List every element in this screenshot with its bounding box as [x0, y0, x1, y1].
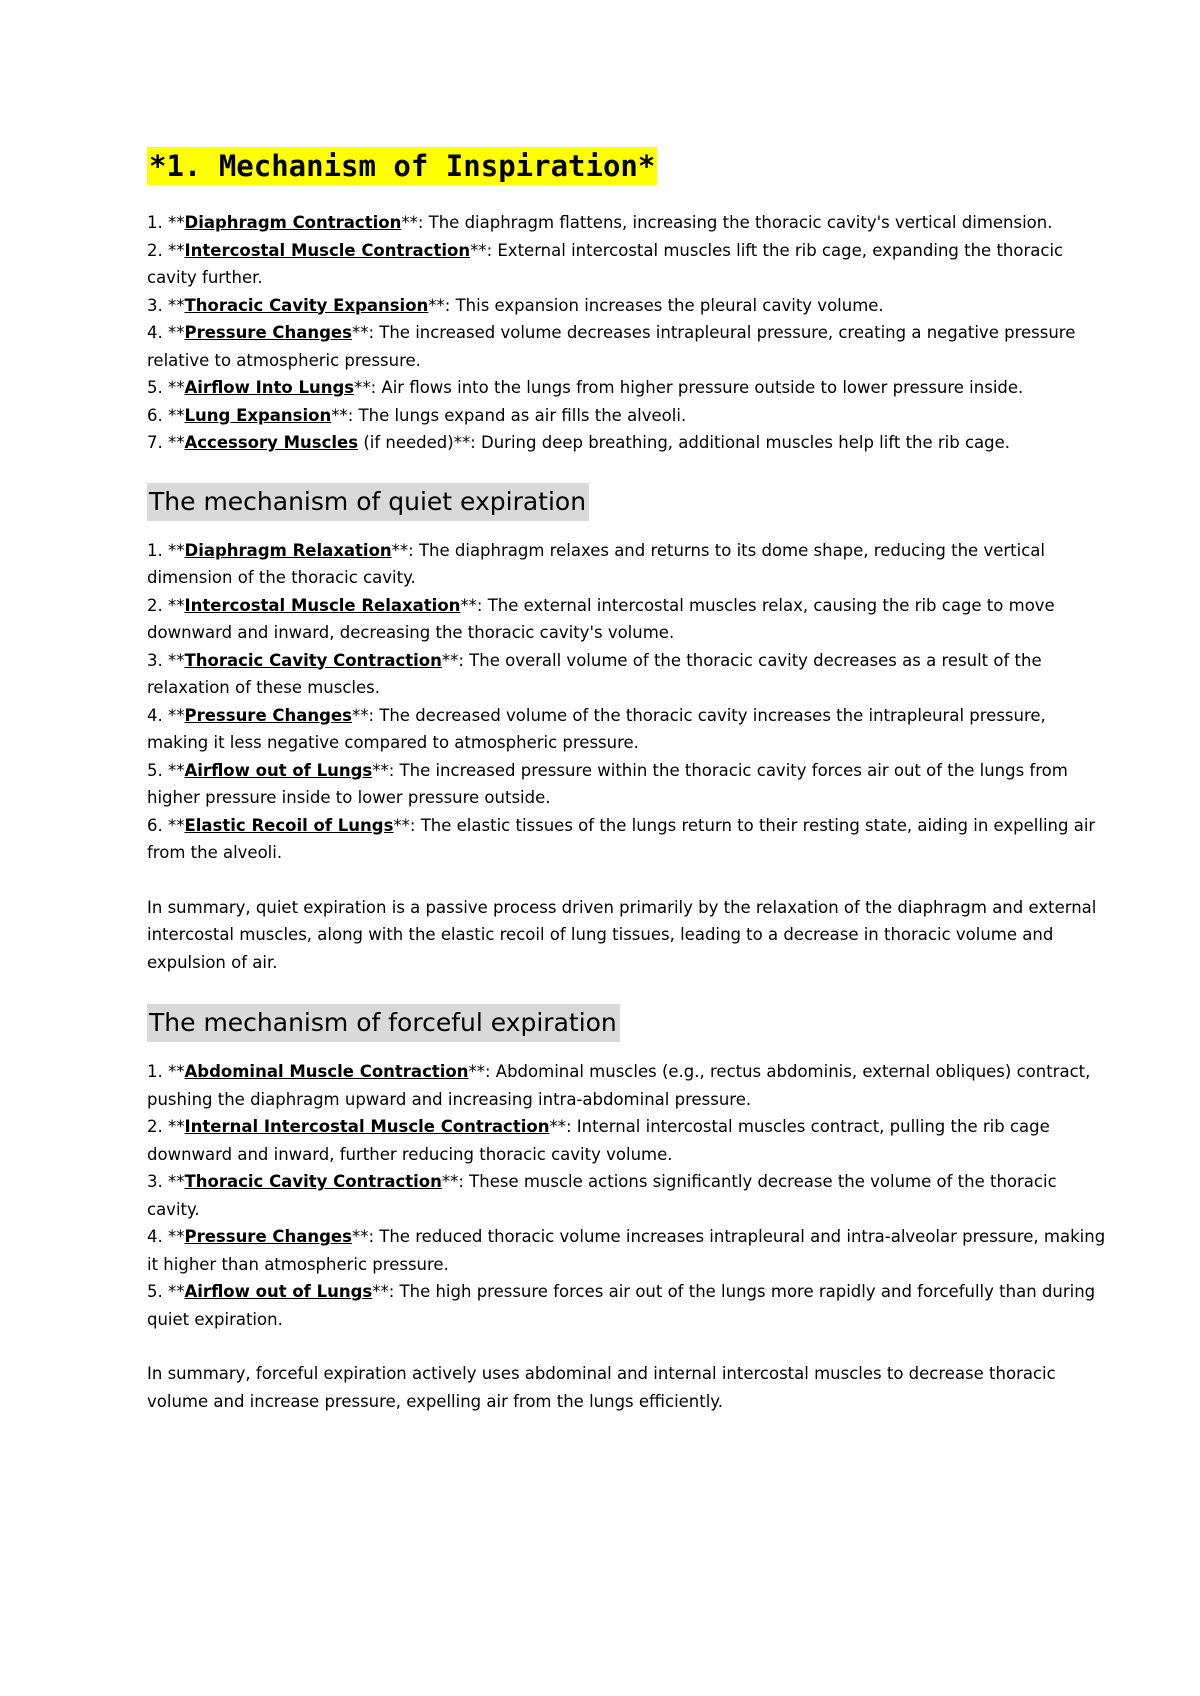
list-item-term: Airflow out of Lungs: [184, 760, 373, 780]
list-item: [147, 374, 1110, 402]
list-item-term: Diaphragm Relaxation: [184, 540, 392, 560]
list-item-term: Pressure Changes: [184, 323, 352, 342]
list-item-prefix: 3. **: [147, 1172, 185, 1191]
list-item-prefix: 6. **: [147, 405, 185, 425]
forceful-expiration-heading: The mechanism of forceful expiration: [147, 1004, 620, 1042]
quiet-expiration-list: [147, 537, 1110, 867]
list-item-suffix: **: [468, 1062, 485, 1081]
list-item-prefix: 2. **: [147, 240, 185, 260]
list-item-suffix: **: [351, 705, 369, 725]
list-item: [147, 1113, 1110, 1168]
list-item-term: Internal Intercostal Muscle Contraction: [184, 1117, 550, 1136]
list-item: [147, 209, 1110, 237]
list-item: [147, 292, 1110, 320]
list-item: [147, 812, 1110, 867]
list-item-suffix: **: [354, 378, 371, 397]
list-item-text: : The diaphragm relaxes and returns to its dome shape, reducing the vertical dimension of the thoracic cavity.: [147, 540, 1045, 587]
list-item-term: Airflow Into Lungs: [184, 378, 355, 397]
list-item-text: : External intercostal muscles lift the rib cage, expanding the thoracic cavity further.: [147, 240, 1064, 287]
list-item-prefix: 5. **: [147, 760, 185, 780]
list-item-prefix: 3. **: [147, 295, 185, 315]
list-item-prefix: 5. **: [147, 378, 185, 397]
list-item-text: : This expansion increases the pleural cavity volume.: [444, 295, 884, 315]
list-item-text: : The diaphragm flattens, increasing the thoracic cavity's vertical dimension.: [417, 213, 1053, 232]
list-item-term: Pressure Changes: [184, 705, 352, 725]
list-item: [147, 237, 1110, 292]
list-item-suffix: **: [441, 650, 459, 670]
list-item-term: Intercostal Muscle Relaxation: [184, 595, 461, 615]
list-item-prefix: 1. **: [147, 213, 185, 232]
list-item: [147, 1168, 1110, 1223]
list-item-suffix: **: [331, 405, 348, 425]
list-item-term: Airflow out of Lungs: [184, 1282, 373, 1301]
list-item-term: Thoracic Cavity Expansion: [184, 295, 429, 315]
list-item-term: Diaphragm Contraction: [184, 213, 402, 232]
list-item-text: : Abdominal muscles (e.g., rectus abdominis, external obliques) contract, pushing the diaphragm upward and increasing intra-abdominal pressure.: [147, 1062, 1091, 1109]
list-item: [147, 1278, 1110, 1333]
list-item-prefix: 1. **: [147, 540, 185, 560]
forceful-expiration-list: [147, 1058, 1110, 1333]
list-item-term: Intercostal Muscle Contraction: [184, 240, 471, 260]
list-item: [147, 402, 1110, 430]
list-item-text: : The reduced thoracic volume increases intrapleural and intra-alveolar pressure, making it higher than atmospheric pressure.: [147, 1227, 1106, 1274]
list-item-prefix: 4. **: [147, 1227, 185, 1246]
list-item-text: : The external intercostal muscles relax, causing the rib cage to move downward and inward, decreasing the thoracic cavity's volume.: [147, 595, 1055, 642]
quiet-expiration-heading: The mechanism of quiet expiration: [147, 483, 589, 521]
list-item: [147, 647, 1110, 702]
list-item-suffix: **: [460, 595, 477, 615]
list-item-term: Lung Expansion: [184, 405, 332, 425]
list-item-term: Abdominal Muscle Contraction: [184, 1062, 469, 1081]
list-item-prefix: 4. **: [147, 705, 185, 725]
list-item-text: : Internal intercostal muscles contract, pulling the rib cage downward and inward, further reducing thoracic cavity volume.: [147, 1117, 1050, 1164]
list-item-text: : The lungs expand as air fills the alveoli.: [347, 405, 687, 425]
list-item-term: Pressure Changes: [184, 1227, 352, 1246]
list-item-text: : These muscle actions significantly decrease the volume of the thoracic cavity.: [147, 1172, 1057, 1219]
list-item-suffix: **: [428, 295, 445, 315]
list-item-text: : Air flows into the lungs from higher pressure outside to lower pressure inside.: [370, 378, 1024, 397]
list-item: [147, 592, 1110, 647]
list-item-suffix: **: [393, 815, 410, 835]
list-item: [147, 1058, 1110, 1113]
list-item-prefix: 6. **: [147, 815, 185, 835]
list-item-suffix: **: [372, 760, 389, 780]
list-item-prefix: 3. **: [147, 650, 185, 670]
list-item-term: Accessory Muscles: [184, 433, 359, 452]
list-item-suffix: (if needed)**: [358, 433, 471, 452]
list-item-suffix: **: [549, 1117, 566, 1136]
inspiration-heading: *1. Mechanism of Inspiration*: [149, 149, 656, 183]
list-item: [147, 702, 1110, 757]
list-item-text: : The elastic tissues of the lungs return to their resting state, aiding in expelling air from the alveoli.: [147, 815, 1096, 862]
list-item-term: Thoracic Cavity Contraction: [184, 1172, 442, 1191]
list-item-term: Elastic Recoil of Lungs: [184, 815, 394, 835]
list-item-suffix: **: [470, 240, 487, 260]
quiet-expiration-section: [147, 483, 1110, 977]
list-item-text: : The increased pressure within the thoracic cavity forces air out of the lungs from higher pressure inside to lower pressure outside.: [147, 760, 1068, 807]
list-item-term: Thoracic Cavity Contraction: [184, 650, 442, 670]
list-item-prefix: 2. **: [147, 1117, 185, 1136]
list-item-text: : The decreased volume of the thoracic cavity increases the intrapleural pressure, making it less negative compared to atmospheric pressure.: [147, 705, 1046, 752]
list-item-suffix: **: [401, 213, 418, 232]
list-item-prefix: 4. **: [147, 323, 185, 342]
list-item-text: : The increased volume decreases intrapleural pressure, creating a negative pressure relative to atmospheric pressure.: [147, 323, 1076, 370]
list-item: [147, 757, 1110, 812]
list-item-text: : During deep breathing, additional muscles help lift the rib cage.: [470, 433, 1011, 452]
list-item-suffix: **: [391, 540, 409, 560]
quiet-expiration-summary: In summary, quiet expiration is a passive process driven primarily by the relaxation of the diaphragm and external intercostal muscles, along with the elastic recoil of lung tissues, leading to a decrease in thoracic volume and expulsion of air.: [147, 897, 1097, 972]
inspiration-list: [147, 209, 1110, 457]
inspiration-section: [147, 147, 1110, 457]
list-item-suffix: **: [441, 1172, 459, 1191]
list-item-text: : The high pressure forces air out of the lungs more rapidly and forcefully than during quiet expiration.: [147, 1282, 1096, 1329]
list-item: [147, 537, 1110, 592]
list-item-prefix: 1. **: [147, 1062, 185, 1081]
forceful-expiration-summary: In summary, forceful expiration actively uses abdominal and internal intercostal muscles to decrease thoracic volume and increase pressure, expelling air from the lungs efficiently.: [147, 1364, 1056, 1411]
list-item: [147, 429, 1110, 457]
list-item-suffix: **: [372, 1282, 389, 1301]
forceful-expiration-section: [147, 1004, 1110, 1415]
list-item-prefix: 7. **: [147, 433, 185, 452]
list-item-prefix: 2. **: [147, 595, 185, 615]
list-item-text: : The overall volume of the thoracic cavity decreases as a result of the relaxation of these muscles.: [147, 650, 1042, 697]
list-item-suffix: **: [351, 323, 369, 342]
list-item: [147, 319, 1110, 374]
list-item-suffix: **: [351, 1227, 369, 1246]
list-item-prefix: 5. **: [147, 1282, 185, 1301]
list-item: [147, 1223, 1110, 1278]
